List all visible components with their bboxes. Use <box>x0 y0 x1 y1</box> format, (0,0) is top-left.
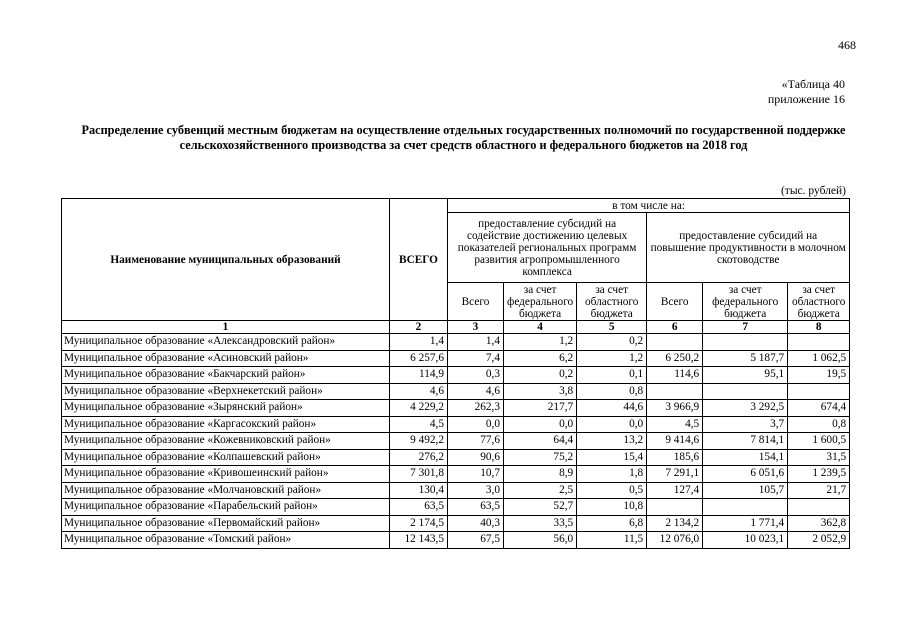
value-cell-col8: 1 239,5 <box>788 466 850 483</box>
column-number: 7 <box>703 321 788 334</box>
value-cell-col2: 4,6 <box>390 383 448 400</box>
value-cell-col8: 1 062,5 <box>788 350 850 367</box>
value-cell-col2: 4 229,2 <box>390 400 448 417</box>
value-cell-col5: 0,0 <box>577 416 647 433</box>
value-cell-col4: 64,4 <box>504 433 577 450</box>
municipality-name: Муниципальное образование «Первомайский район» <box>62 515 390 532</box>
header-name-col: Наименование муниципальных образований <box>62 199 390 321</box>
municipality-name: Муниципальное образование «Александровский район» <box>62 334 390 351</box>
value-cell-col3: 4,6 <box>448 383 504 400</box>
municipality-name: Муниципальное образование «Каргасокский район» <box>62 416 390 433</box>
value-cell-col5: 11,5 <box>577 532 647 549</box>
value-cell-col8: 19,5 <box>788 367 850 384</box>
value-cell-col3: 10,7 <box>448 466 504 483</box>
value-cell-col4: 52,7 <box>504 499 577 516</box>
value-cell-col7 <box>703 334 788 351</box>
value-cell-col6: 185,6 <box>647 449 703 466</box>
value-cell-col3: 0,3 <box>448 367 504 384</box>
value-cell-col5: 15,4 <box>577 449 647 466</box>
header-including: в том числе на: <box>448 199 850 213</box>
value-cell-col3: 1,4 <box>448 334 504 351</box>
value-cell-col4: 2,5 <box>504 482 577 499</box>
value-cell-col4: 8,9 <box>504 466 577 483</box>
value-cell-col3: 0,0 <box>448 416 504 433</box>
value-cell-col6: 7 291,1 <box>647 466 703 483</box>
value-cell-col2: 2 174,5 <box>390 515 448 532</box>
value-cell-col4: 75,2 <box>504 449 577 466</box>
value-cell-col5: 0,5 <box>577 482 647 499</box>
value-cell-col4: 1,2 <box>504 334 577 351</box>
header-sub-federal: за счет федерального бюджета <box>504 283 577 321</box>
column-number: 6 <box>647 321 703 334</box>
units-note: (тыс. рублей) <box>780 185 846 197</box>
table-row <box>62 532 850 549</box>
value-cell-col8 <box>788 499 850 516</box>
table-row <box>62 350 850 367</box>
value-cell-col8: 674,4 <box>788 400 850 417</box>
table-row <box>62 400 850 417</box>
table-row <box>62 334 850 351</box>
column-number: 4 <box>504 321 577 334</box>
table-row <box>62 482 850 499</box>
value-cell-col5: 0,8 <box>577 383 647 400</box>
column-number: 8 <box>788 321 850 334</box>
value-cell-col7: 7 814,1 <box>703 433 788 450</box>
value-cell-col4: 0,2 <box>504 367 577 384</box>
value-cell-col6: 3 966,9 <box>647 400 703 417</box>
value-cell-col7: 5 187,7 <box>703 350 788 367</box>
value-cell-col6 <box>647 334 703 351</box>
value-cell-col5: 1,8 <box>577 466 647 483</box>
value-cell-col8: 31,5 <box>788 449 850 466</box>
header-sub-federal: за счет федерального бюджета <box>703 283 788 321</box>
value-cell-col2: 1,4 <box>390 334 448 351</box>
column-number: 3 <box>448 321 504 334</box>
value-cell-col7: 154,1 <box>703 449 788 466</box>
municipality-name: Муниципальное образование «Кожевниковский район» <box>62 433 390 450</box>
value-cell-col8: 0,8 <box>788 416 850 433</box>
value-cell-col5: 44,6 <box>577 400 647 417</box>
value-cell-col3: 3,0 <box>448 482 504 499</box>
header-group-dairy: предоставление субсидий на повышение продуктивности в молочном скотоводстве <box>647 213 850 283</box>
municipality-name: Муниципальное образование «Кривошеинский район» <box>62 466 390 483</box>
value-cell-col3: 77,6 <box>448 433 504 450</box>
municipality-name: Муниципальное образование «Асиновский район» <box>62 350 390 367</box>
table-row <box>62 416 850 433</box>
header-sub-total: Всего <box>448 283 504 321</box>
value-cell-col4: 3,8 <box>504 383 577 400</box>
subvention-table <box>61 198 850 549</box>
value-cell-col7 <box>703 499 788 516</box>
table-row <box>62 383 850 400</box>
value-cell-col7: 95,1 <box>703 367 788 384</box>
value-cell-col8: 2 052,9 <box>788 532 850 549</box>
value-cell-col8: 1 600,5 <box>788 433 850 450</box>
value-cell-col3: 90,6 <box>448 449 504 466</box>
table-reference <box>768 77 845 107</box>
value-cell-col5: 10,8 <box>577 499 647 516</box>
value-cell-col2: 276,2 <box>390 449 448 466</box>
table-row <box>62 466 850 483</box>
header-sub-total: Всего <box>647 283 703 321</box>
value-cell-col8: 21,7 <box>788 482 850 499</box>
table-row <box>62 449 850 466</box>
table-ref-line2: приложение 16 <box>767 92 845 106</box>
table-row <box>62 367 850 384</box>
value-cell-col6 <box>647 383 703 400</box>
value-cell-col3: 262,3 <box>448 400 504 417</box>
value-cell-col4: 0,0 <box>504 416 577 433</box>
value-cell-col7 <box>703 383 788 400</box>
header-sub-regional: за счет областного бюджета <box>577 283 647 321</box>
value-cell-col7: 10 023,1 <box>703 532 788 549</box>
municipality-name: Муниципальное образование «Колпашевский район» <box>62 449 390 466</box>
municipality-name: Муниципальное образование «Бакчарский район» <box>62 367 390 384</box>
municipality-name: Муниципальное образование «Парабельский район» <box>62 499 390 516</box>
value-cell-col8 <box>788 383 850 400</box>
value-cell-col6: 4,5 <box>647 416 703 433</box>
value-cell-col3: 63,5 <box>448 499 504 516</box>
value-cell-col3: 40,3 <box>448 515 504 532</box>
value-cell-col6: 2 134,2 <box>647 515 703 532</box>
value-cell-col4: 56,0 <box>504 532 577 549</box>
value-cell-col8: 362,8 <box>788 515 850 532</box>
value-cell-col7: 105,7 <box>703 482 788 499</box>
value-cell-col6: 127,4 <box>647 482 703 499</box>
header-sub-regional: за счет областного бюджета <box>788 283 850 321</box>
table-row <box>62 499 850 516</box>
value-cell-col2: 63,5 <box>390 499 448 516</box>
table-row <box>62 515 850 532</box>
column-number: 1 <box>62 321 390 334</box>
value-cell-col2: 4,5 <box>390 416 448 433</box>
value-cell-col2: 114,9 <box>390 367 448 384</box>
value-cell-col2: 130,4 <box>390 482 448 499</box>
value-cell-col5: 0,1 <box>577 367 647 384</box>
value-cell-col3: 67,5 <box>448 532 504 549</box>
municipality-name: Муниципальное образование «Томский район» <box>62 532 390 549</box>
column-number: 2 <box>390 321 448 334</box>
value-cell-col4: 6,2 <box>504 350 577 367</box>
value-cell-col5: 1,2 <box>577 350 647 367</box>
value-cell-col2: 12 143,5 <box>390 532 448 549</box>
column-number: 5 <box>577 321 647 334</box>
value-cell-col6 <box>647 499 703 516</box>
table-row <box>62 433 850 450</box>
value-cell-col3: 7,4 <box>448 350 504 367</box>
municipality-name: Муниципальное образование «Молчановский район» <box>62 482 390 499</box>
document-title: Распределение субвенций местным бюджетам на осуществление отдельных государственных полномочий по государственной поддержке сельскохозяйственного производства за счет средств областного и федерального бюджетов на 2018 год <box>81 123 846 152</box>
value-cell-col4: 217,7 <box>504 400 577 417</box>
value-cell-col6: 6 250,2 <box>647 350 703 367</box>
value-cell-col7: 3,7 <box>703 416 788 433</box>
header-total: ВСЕГО <box>390 199 448 321</box>
page-number: 468 <box>838 38 856 52</box>
value-cell-col7: 6 051,6 <box>703 466 788 483</box>
value-cell-col6: 114,6 <box>647 367 703 384</box>
value-cell-col8 <box>788 334 850 351</box>
table-ref-line1: «Таблица 40 <box>781 77 845 91</box>
value-cell-col7: 3 292,5 <box>703 400 788 417</box>
municipality-name: Муниципальное образование «Зырянский район» <box>62 400 390 417</box>
column-number-row <box>62 321 850 334</box>
value-cell-col2: 7 301,8 <box>390 466 448 483</box>
value-cell-col2: 6 257,6 <box>390 350 448 367</box>
value-cell-col4: 33,5 <box>504 515 577 532</box>
header-group-agro: предоставление субсидий на содействие достижению целевых показателей региональных программ развития агропромышленного комплекса <box>448 213 647 283</box>
value-cell-col6: 9 414,6 <box>647 433 703 450</box>
value-cell-col2: 9 492,2 <box>390 433 448 450</box>
value-cell-col5: 0,2 <box>577 334 647 351</box>
value-cell-col7: 1 771,4 <box>703 515 788 532</box>
value-cell-col6: 12 076,0 <box>647 532 703 549</box>
value-cell-col5: 13,2 <box>577 433 647 450</box>
value-cell-col5: 6,8 <box>577 515 647 532</box>
municipality-name: Муниципальное образование «Верхнекетский район» <box>62 383 390 400</box>
